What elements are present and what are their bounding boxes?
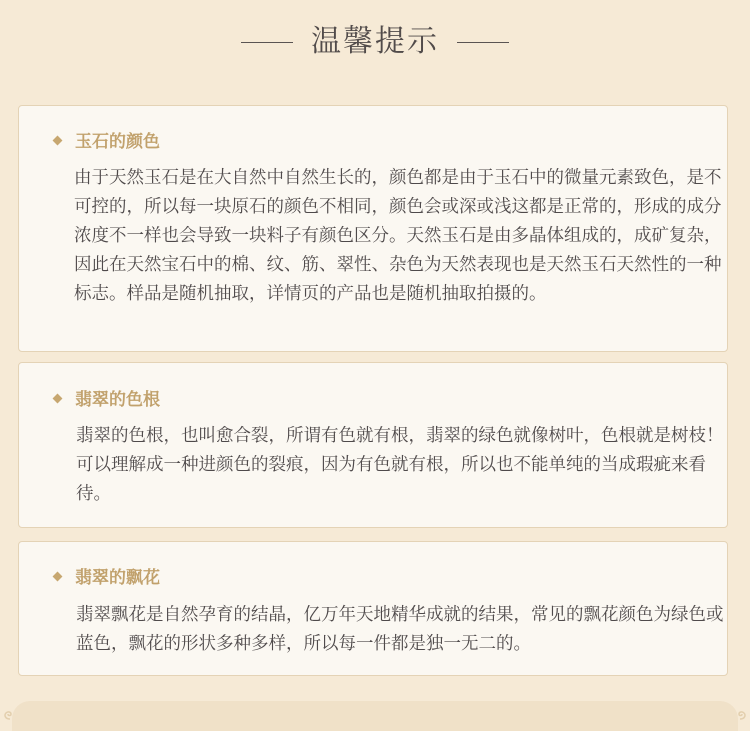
- page-header: [0, 0, 750, 84]
- card-title: 翡翠的飘花: [75, 568, 160, 588]
- card-body: 翡翠飘花是自然孕育的结晶，亿万年天地精华成就的结果，常见的飘花颜色为绿色或蓝色，飘花的形状多种多样，所以每一件都是独一无二的。: [76, 605, 724, 654]
- card-title: 翡翠的色根: [75, 390, 160, 410]
- header-left-rule: [241, 42, 293, 43]
- card-body: 翡翠的色根，也叫愈合裂，所谓有色就有根，翡翠的绿色就像树叶，色根就是树枝！可以理解成一种进颜色的裂痕，因为有色就有根，所以也不能单纯的当成瑕疵来看待。: [76, 426, 724, 504]
- header-right-rule: [457, 42, 509, 43]
- card-heading: [54, 130, 160, 154]
- diamond-icon: [53, 393, 63, 403]
- footer-panel: [12, 701, 738, 731]
- card-body: 由于天然玉石是在大自然中自然生长的，颜色都是由于玉石中的微量元素致色，是不可控的，所以每一块原石的颜色不相同，颜色会或深或浅这都是正常的，形成的成分浓度不一样也会导致一块料子有颜色区分。天然玉石是由多晶体组成的，成矿复杂，因此在天然宝石中的棉、纹、筋、翠性、杂色为天然表现也是天然玉石天然性的一种标志。样品是随机抽取，详情页的产品也是随机抽取拍摄的。: [74, 168, 722, 304]
- page-title: 温馨提示: [311, 24, 439, 59]
- swirl-icon: [732, 705, 748, 721]
- swirl-icon: [2, 705, 18, 721]
- card-heading: [54, 566, 160, 590]
- footer-decoration: [0, 683, 750, 731]
- notice-card-jade-color: [18, 105, 728, 352]
- diamond-icon: [53, 135, 63, 145]
- card-title: 玉石的颜色: [75, 132, 160, 152]
- notice-card-floating-flower: [18, 541, 728, 676]
- notice-card-color-root: [18, 362, 728, 528]
- card-heading: [54, 388, 160, 412]
- diamond-icon: [53, 571, 63, 581]
